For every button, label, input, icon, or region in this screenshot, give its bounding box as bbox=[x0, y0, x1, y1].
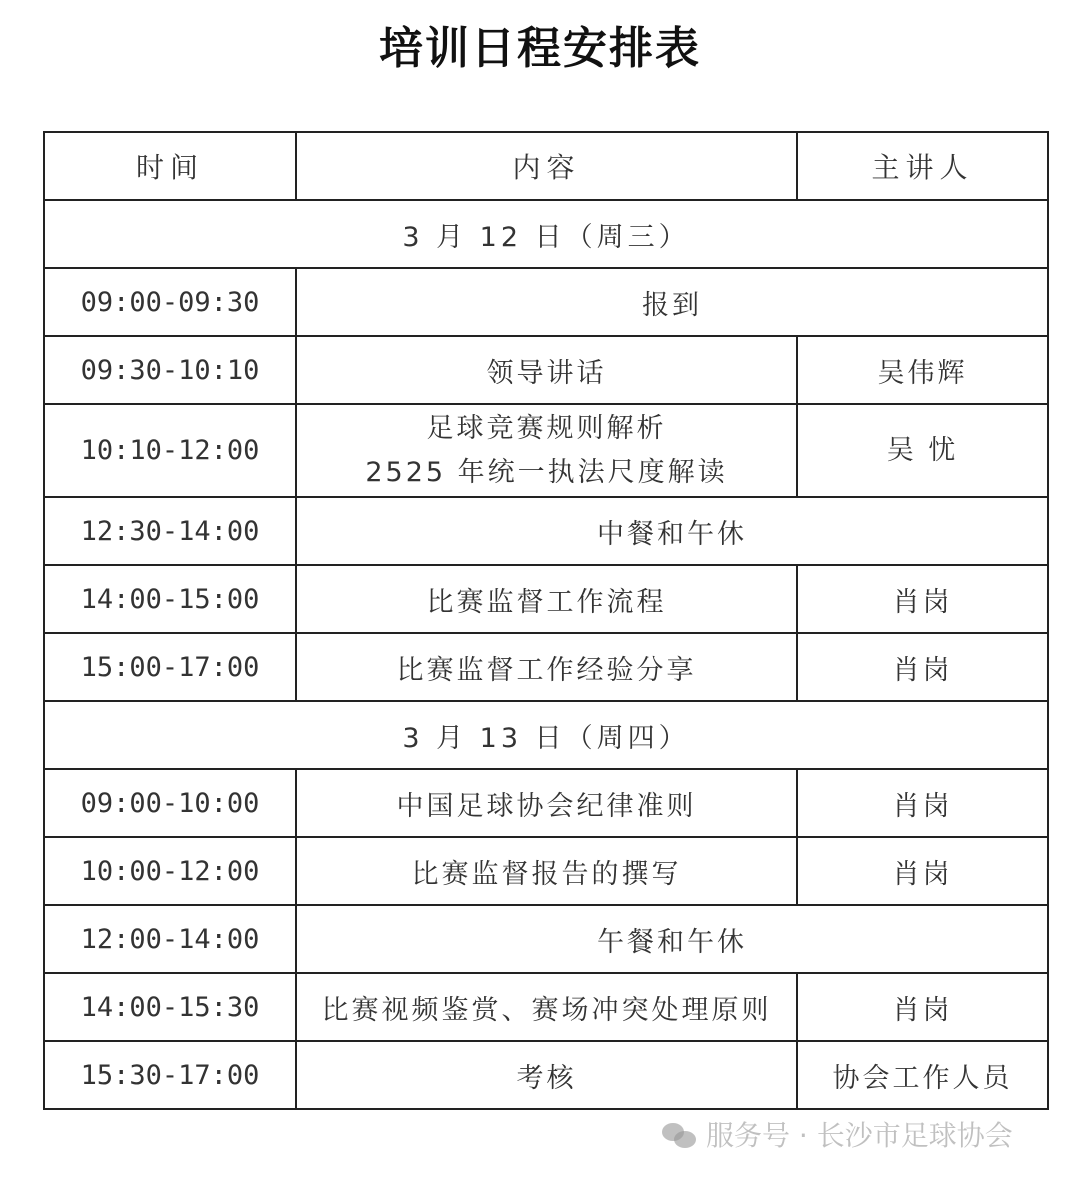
table-row bbox=[44, 404, 1048, 497]
wechat-icon bbox=[662, 1121, 698, 1149]
speaker-cell: 吴 忧 bbox=[797, 404, 1048, 497]
table-row bbox=[44, 633, 1048, 701]
date-row bbox=[44, 200, 1048, 268]
content-cell bbox=[296, 565, 797, 633]
content-line: 中餐和午休 bbox=[597, 518, 747, 550]
header-time: 时间 bbox=[44, 132, 296, 200]
content-line: 考核 bbox=[516, 1062, 577, 1094]
time-cell: 09:00-10:00 bbox=[44, 769, 296, 837]
content-cell bbox=[296, 268, 1048, 336]
time-cell: 09:00-09:30 bbox=[44, 268, 296, 336]
table-row bbox=[44, 769, 1048, 837]
content-line: 比赛监督工作流程 bbox=[426, 586, 667, 618]
content-cell bbox=[296, 837, 797, 905]
schedule-body bbox=[44, 200, 1048, 1109]
content-cell bbox=[296, 633, 797, 701]
watermark-text: 服务号 · 长沙市足球协会 bbox=[706, 1119, 1013, 1152]
page-title: 培训日程安排表 bbox=[379, 23, 701, 74]
table-row bbox=[44, 837, 1048, 905]
table-row bbox=[44, 336, 1048, 404]
date-row bbox=[44, 701, 1048, 769]
table-row bbox=[44, 497, 1048, 565]
table-row bbox=[44, 268, 1048, 336]
time-cell: 15:00-17:00 bbox=[44, 633, 296, 701]
table-row bbox=[44, 1041, 1048, 1109]
content-line: 比赛监督报告的撰写 bbox=[411, 858, 682, 890]
header-speaker: 主讲人 bbox=[797, 132, 1048, 200]
content-line: 比赛监督工作经验分享 bbox=[396, 654, 697, 686]
table-row bbox=[44, 565, 1048, 633]
table-row bbox=[44, 973, 1048, 1041]
time-cell: 14:00-15:00 bbox=[44, 565, 296, 633]
date-cell: 3 月 12 日（周三） bbox=[44, 200, 1048, 268]
time-cell: 10:10-12:00 bbox=[44, 404, 296, 497]
content-line: 午餐和午休 bbox=[597, 926, 747, 958]
speaker-cell: 肖岗 bbox=[797, 769, 1048, 837]
speaker-cell: 协会工作人员 bbox=[797, 1041, 1048, 1109]
speaker-cell: 肖岗 bbox=[797, 633, 1048, 701]
content-cell bbox=[296, 769, 797, 837]
time-cell: 12:00-14:00 bbox=[44, 905, 296, 973]
time-cell: 10:00-12:00 bbox=[44, 837, 296, 905]
content-cell bbox=[296, 336, 797, 404]
speaker-cell: 吴伟辉 bbox=[797, 336, 1048, 404]
content-line: 领导讲话 bbox=[486, 357, 607, 389]
header-content: 内容 bbox=[296, 132, 797, 200]
content-line: 足球竞赛规则解析 bbox=[426, 412, 667, 444]
table-row bbox=[44, 905, 1048, 973]
date-cell: 3 月 13 日（周四） bbox=[44, 701, 1048, 769]
speaker-cell: 肖岗 bbox=[797, 837, 1048, 905]
content-line: 比赛视频鉴赏、赛场冲突处理原则 bbox=[321, 994, 772, 1026]
watermark bbox=[662, 1114, 1013, 1154]
time-cell: 12:30-14:00 bbox=[44, 497, 296, 565]
content-cell bbox=[296, 973, 797, 1041]
content-cell bbox=[296, 497, 1048, 565]
speaker-cell: 肖岗 bbox=[797, 565, 1048, 633]
content-line: 2525 年统一执法尺度解读 bbox=[365, 456, 728, 488]
schedule-table bbox=[43, 131, 1049, 1110]
content-line: 报到 bbox=[642, 289, 702, 321]
speaker-cell: 肖岗 bbox=[797, 973, 1048, 1041]
content-cell bbox=[296, 905, 1048, 973]
time-cell: 14:00-15:30 bbox=[44, 973, 296, 1041]
content-cell bbox=[296, 404, 797, 497]
content-line: 中国足球协会纪律准则 bbox=[396, 790, 697, 822]
header-row bbox=[44, 132, 1048, 200]
content-cell bbox=[296, 1041, 797, 1109]
time-cell: 15:30-17:00 bbox=[44, 1041, 296, 1109]
time-cell: 09:30-10:10 bbox=[44, 336, 296, 404]
